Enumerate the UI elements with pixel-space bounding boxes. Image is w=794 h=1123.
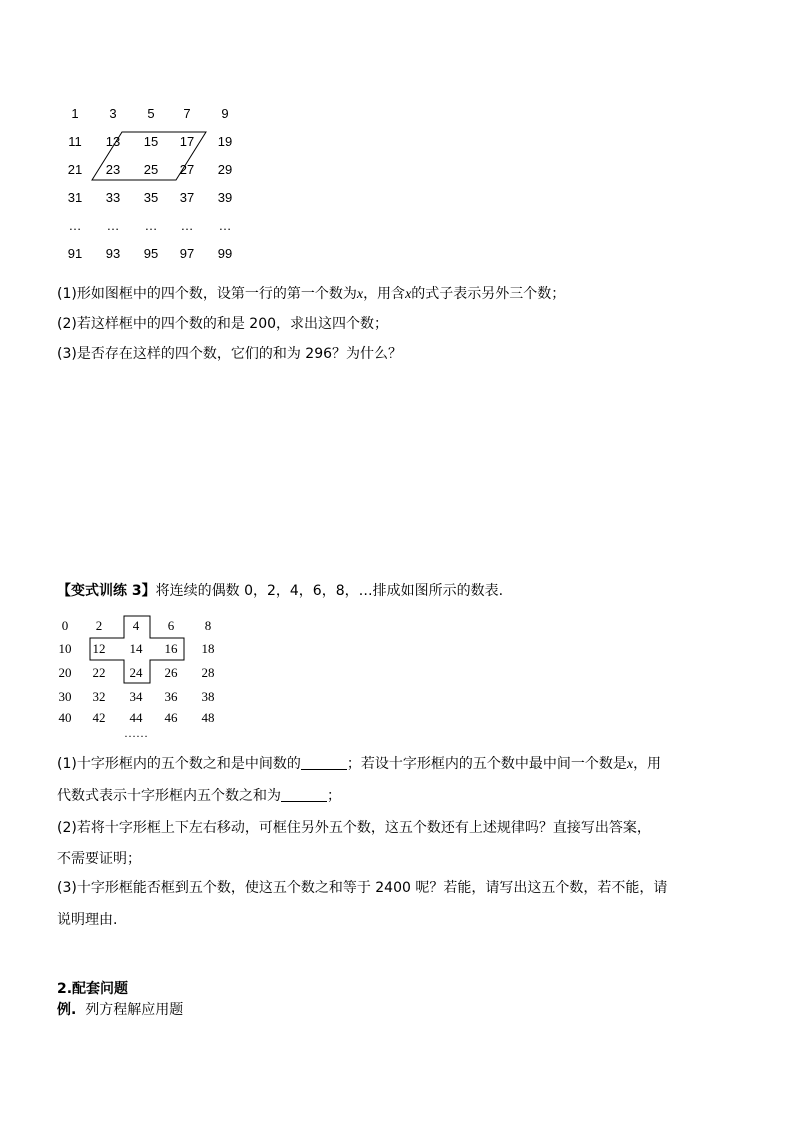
table-cell: … bbox=[68, 218, 82, 233]
cross-frame bbox=[0, 0, 300, 720]
table-cell: 42 bbox=[92, 710, 106, 725]
table-cell: 13 bbox=[105, 134, 121, 149]
table-cell: 37 bbox=[179, 190, 195, 205]
table-cell: 2 bbox=[95, 618, 103, 633]
table-cell: 35 bbox=[143, 190, 159, 205]
table-cell: 16 bbox=[164, 641, 178, 656]
table-cell: 97 bbox=[179, 246, 195, 261]
table-cell: 26 bbox=[164, 665, 178, 680]
table-cell: 31 bbox=[67, 190, 83, 205]
table-cell: 12 bbox=[92, 641, 106, 656]
table-cell: 48 bbox=[201, 710, 215, 725]
table-cell: 21 bbox=[67, 162, 83, 177]
table-cell: … bbox=[218, 218, 232, 233]
table-cell: 95 bbox=[143, 246, 159, 261]
table-cell: 0 bbox=[61, 618, 69, 633]
question-2-3-line2: 说明理由. bbox=[57, 912, 118, 928]
table-cell: 24 bbox=[129, 665, 143, 680]
table-cell: 44 bbox=[129, 710, 143, 725]
table-cell: 22 bbox=[92, 665, 106, 680]
table-cell: 10 bbox=[58, 641, 72, 656]
table-cell: 14 bbox=[129, 641, 143, 656]
question-1-1: (1)形如图框中的四个数，设第一行的第一个数为x，用含x的式子表示另外三个数； bbox=[57, 286, 566, 302]
question-2-3-line1: (3)十字形框能否框到五个数，使这五个数之和等于 2400 呢？若能，请写出这五个数，若不能，请 bbox=[57, 880, 668, 896]
section-title: 2.配套问题 bbox=[57, 981, 129, 997]
table-ellipsis: …… bbox=[124, 726, 148, 740]
question-2-2-line2: 不需要证明； bbox=[57, 851, 141, 867]
table-cell: 25 bbox=[143, 162, 159, 177]
table-cell: 46 bbox=[164, 710, 178, 725]
variant-heading: 【变式训练 3】将连续的偶数 0，2，4，6，8，…排成如图所示的数表. bbox=[57, 583, 504, 599]
table-cell: 1 bbox=[71, 106, 79, 121]
table-cell: 15 bbox=[143, 134, 159, 149]
answer-blank[interactable] bbox=[281, 787, 327, 802]
table-cell: 99 bbox=[217, 246, 233, 261]
table-cell: 9 bbox=[221, 106, 229, 121]
table-cell: 18 bbox=[201, 641, 215, 656]
question-1-3: (3)是否存在这样的四个数，它们的和为 296？为什么？ bbox=[57, 346, 403, 362]
table-cell: 34 bbox=[129, 689, 143, 704]
table-cell: 4 bbox=[132, 618, 140, 633]
answer-blank[interactable] bbox=[301, 755, 347, 770]
table-cell: 23 bbox=[105, 162, 121, 177]
table-cell: … bbox=[106, 218, 120, 233]
table-cell: 19 bbox=[217, 134, 233, 149]
example-line: 例. 列方程解应用题 bbox=[57, 1002, 184, 1018]
question-1-2: (2)若这样框中的四个数的和是 200，求出这四个数； bbox=[57, 316, 389, 332]
table-cell: 39 bbox=[217, 190, 233, 205]
table-cell: 91 bbox=[67, 246, 83, 261]
table-cell: 6 bbox=[167, 618, 175, 633]
question-2-2-line1: (2)若将十字形框上下左右移动，可框住另外五个数，这五个数还有上述规律吗？直接写出答案， bbox=[57, 820, 651, 836]
table-cell: 11 bbox=[68, 134, 82, 149]
table-cell: 30 bbox=[58, 689, 72, 704]
table-cell: 5 bbox=[147, 106, 155, 121]
table-cell: 27 bbox=[179, 162, 195, 177]
table-cell: 38 bbox=[201, 689, 215, 704]
table-cell: 33 bbox=[105, 190, 121, 205]
table-cell: 17 bbox=[179, 134, 195, 149]
table-cell: 36 bbox=[164, 689, 178, 704]
table-cell: 20 bbox=[58, 665, 72, 680]
table-cell: 32 bbox=[92, 689, 106, 704]
table-cell: 3 bbox=[109, 106, 117, 121]
question-2-1-line2: 代数式表示十字形框内五个数之和为 ； bbox=[57, 788, 341, 804]
table-cell: 28 bbox=[201, 665, 215, 680]
table-cell: … bbox=[180, 218, 194, 233]
table-cell: 40 bbox=[58, 710, 72, 725]
table-cell: 8 bbox=[204, 618, 212, 633]
table-cell: 93 bbox=[105, 246, 121, 261]
table-cell: 7 bbox=[183, 106, 191, 121]
table-cell: … bbox=[144, 218, 158, 233]
table-cell: 29 bbox=[217, 162, 233, 177]
question-2-1-line1: (1)十字形框内的五个数之和是中间数的 ；若设十字形框内的五个数中最中间一个数是x，用 bbox=[57, 756, 662, 772]
